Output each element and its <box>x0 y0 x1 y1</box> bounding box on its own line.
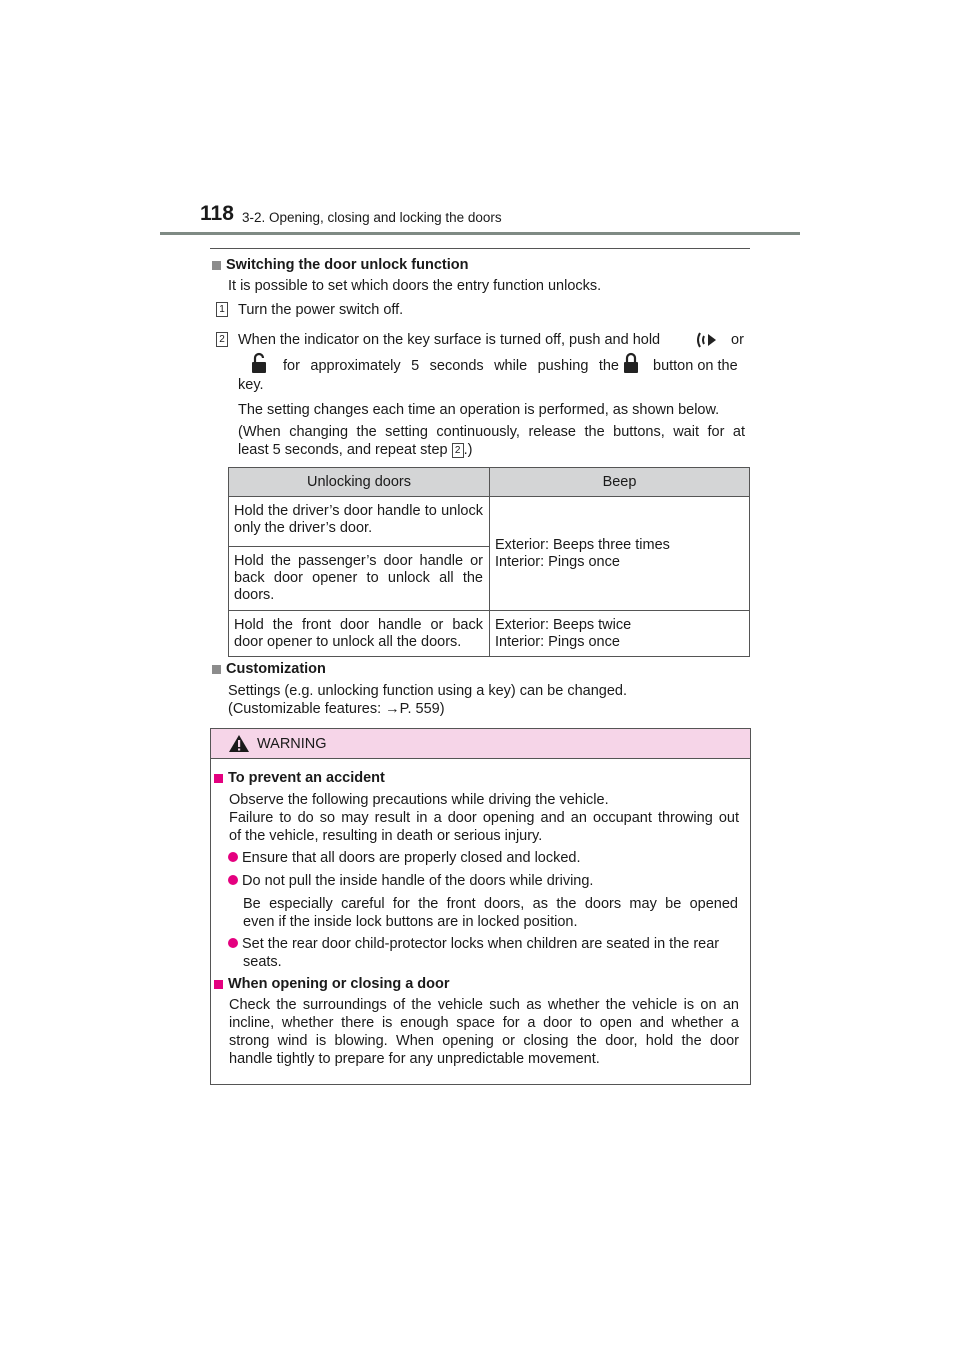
step-number-box: 2 <box>216 332 228 347</box>
customization-page-link[interactable]: P. 559) <box>399 701 445 717</box>
customization-heading-text: Customization <box>226 661 326 677</box>
unlock-intro: It is possible to set which doors the entry function unlocks. <box>228 278 602 294</box>
header-rule <box>160 232 800 235</box>
step2-line1: When the indicator on the key surface is turned off, push and hold <box>238 332 661 348</box>
customization-line1: Settings (e.g. unlocking function using a key) can be changed. <box>228 683 628 699</box>
bullet-item <box>228 849 581 867</box>
accident-line: of the vehicle, resulting in death or serious injury. <box>229 828 543 844</box>
bullet-detail: even if the inside lock buttons are in locked position. <box>243 914 578 930</box>
door-line: handle tightly to prepare for any unpredictable movement. <box>229 1051 600 1067</box>
note-line2-end: .) <box>463 442 473 458</box>
beep-interior: Interior: Pings once <box>495 634 620 650</box>
table-cell: Hold the front door handle or back door opener to unlock all the doors. <box>229 611 490 657</box>
heading-square-icon <box>214 980 223 989</box>
lock-button-icon <box>622 352 640 374</box>
bullet-dot-icon <box>228 875 238 885</box>
accident-line: Failure to do so may result in a door opening and an occupant throwing out <box>229 810 739 826</box>
beep-interior: Interior: Pings once <box>495 554 620 570</box>
warning-title: WARNING <box>257 736 327 752</box>
step2-line2a: for approximately 5 seconds while pushing the <box>283 358 619 374</box>
table-cell <box>490 497 750 611</box>
section-title: 3-2. Opening, closing and locking the doors <box>242 210 502 225</box>
accident-line: Observe the following precautions while driving the vehicle. <box>229 792 609 808</box>
unlock-button-icon <box>250 352 268 374</box>
step-number-box: 1 <box>216 302 228 317</box>
table-row <box>229 611 750 657</box>
table-header-cell: Beep <box>490 468 750 497</box>
page-arrow-icon: → <box>385 701 400 717</box>
step2-or: or <box>731 332 744 348</box>
bullet-detail: Be especially careful for the front doors, as the doors may be opened <box>243 896 738 912</box>
page-number: 118 <box>200 202 234 225</box>
beep-exterior: Exterior: Beeps twice <box>495 617 632 633</box>
note-line2 <box>238 441 472 459</box>
table-row <box>229 497 750 547</box>
bullet-item <box>228 935 719 953</box>
customization-heading <box>212 661 326 677</box>
bullet-text: Ensure that all doors are properly closed and locked. <box>242 850 581 866</box>
table-cell: Hold the driver’s door handle to unlock only the driver’s door. <box>229 497 490 547</box>
bullet-text: Set the rear door child-protector locks when children are seated in the rear <box>242 936 720 952</box>
step-reference-box: 2 <box>452 443 464 458</box>
bullet-item <box>228 872 593 890</box>
warning-triangle-icon <box>228 734 250 753</box>
heading-square-icon <box>212 261 221 270</box>
table-header-row <box>229 468 750 497</box>
section-rule <box>210 248 750 249</box>
heading-square-icon <box>212 665 221 674</box>
unlock-heading-text: Switching the door unlock function <box>226 257 469 273</box>
customization-line2 <box>228 700 445 718</box>
note-line2-start: least 5 seconds, and repeat step <box>238 442 448 458</box>
step2-line2b: button on the <box>653 358 738 374</box>
door-heading-text: When opening or closing a door <box>228 976 450 992</box>
bullet-dot-icon <box>228 938 238 948</box>
bullet-dot-icon <box>228 852 238 862</box>
step1-text: Turn the power switch off. <box>238 302 404 318</box>
table-header-cell: Unlocking doors <box>229 468 490 497</box>
beep-exterior: Exterior: Beeps three times <box>495 537 670 553</box>
signal-button-icon <box>695 330 721 350</box>
unlock-heading <box>212 257 468 273</box>
bullet-detail: seats. <box>243 954 282 970</box>
table-cell: Hold the passenger’s door handle or back door opener to unlock all the doors. <box>229 547 490 611</box>
customization-line2-start: (Customizable features: <box>228 701 386 717</box>
note-line1: (When changing the setting continuously, release the buttons, wait for at <box>238 424 745 440</box>
warning-header <box>211 729 750 759</box>
setting-changes-text: The setting changes each time an operation is performed, as shown below. <box>238 402 720 418</box>
door-heading <box>214 976 450 992</box>
door-line: Check the surroundings of the vehicle such as whether the vehicle is on an <box>229 997 739 1013</box>
accident-heading-text: To prevent an accident <box>228 770 385 786</box>
door-line: strong wind is blowing. When opening or closing the door, hold the door <box>229 1033 739 1049</box>
table-cell <box>490 611 750 657</box>
accident-heading <box>214 770 385 786</box>
heading-square-icon <box>214 774 223 783</box>
unlock-settings-table <box>228 467 750 657</box>
door-line: incline, whether there is enough space for a door to open and whether a <box>229 1015 739 1031</box>
bullet-text: Do not pull the inside handle of the doors while driving. <box>242 873 594 889</box>
step2-line3: key. <box>238 377 264 393</box>
